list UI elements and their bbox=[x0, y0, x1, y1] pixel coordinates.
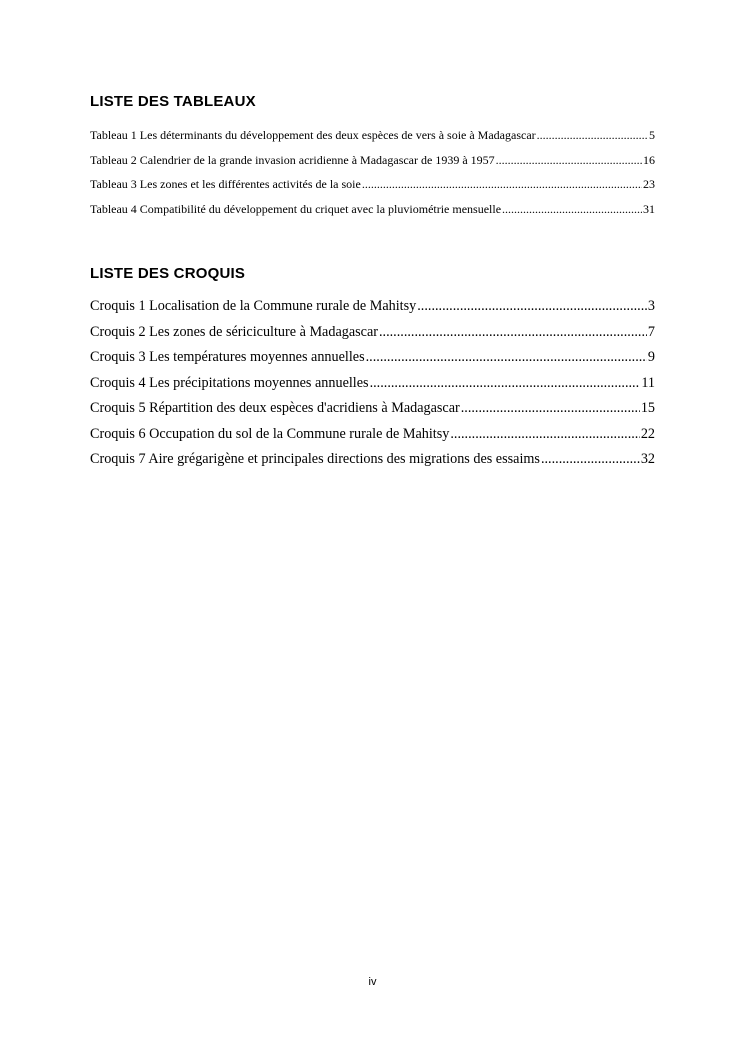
dot-leader bbox=[461, 400, 640, 417]
entry-title: Croquis 5 Répartition des deux espèces d'acridiens à Madagascar bbox=[90, 400, 460, 416]
entry-title: Tableau 4 Compatibilité du développement du criquet avec la pluviométrie mensuelle bbox=[90, 201, 502, 216]
dot-leader bbox=[450, 426, 639, 443]
entry-page-number: 16 bbox=[643, 152, 655, 167]
map-entry[interactable] bbox=[90, 298, 655, 324]
entry-title: Tableau 1 Les déterminants du développement des deux espèces de vers à soie à Madagascar bbox=[90, 128, 536, 142]
dot-leader bbox=[366, 349, 647, 366]
dot-leader bbox=[362, 177, 642, 192]
list-of-maps bbox=[90, 298, 655, 477]
list-of-maps-heading: LISTE DES CROQUIS bbox=[90, 265, 246, 282]
dot-leader bbox=[537, 128, 648, 143]
list-of-tables bbox=[90, 128, 655, 226]
entry-title: Croquis 3 Les températures moyennes annuelles bbox=[90, 349, 365, 365]
entry-page-number: 22 bbox=[640, 425, 655, 442]
entry-page-number: 7 bbox=[647, 323, 655, 340]
entry-page-number: 11 bbox=[641, 374, 655, 391]
table-entry[interactable] bbox=[90, 128, 655, 153]
dot-leader bbox=[417, 298, 647, 315]
entry-title: Croquis 2 Les zones de sériciculture à Madagascar bbox=[90, 323, 378, 340]
page-number-footer: iv bbox=[368, 976, 377, 988]
map-entry[interactable] bbox=[90, 375, 655, 401]
map-entry[interactable] bbox=[90, 400, 655, 426]
table-entry[interactable] bbox=[90, 177, 655, 202]
entry-title: Croquis 7 Aire grégarigène et principales directions des migrations des essaims bbox=[90, 451, 540, 467]
dot-leader bbox=[541, 451, 640, 468]
entry-page-number: 31 bbox=[643, 201, 655, 216]
map-entry[interactable] bbox=[90, 349, 655, 375]
entry-title: Croquis 6 Occupation du sol de la Commune rurale de Mahitsy bbox=[90, 425, 450, 442]
map-entry[interactable] bbox=[90, 426, 655, 452]
map-entry[interactable] bbox=[90, 324, 655, 350]
entry-page-number: 32 bbox=[640, 451, 655, 467]
dot-leader bbox=[379, 324, 647, 341]
entry-page-number: 23 bbox=[643, 177, 655, 191]
dot-leader bbox=[370, 375, 641, 392]
entry-page-number: 15 bbox=[640, 400, 655, 416]
entry-page-number: 5 bbox=[649, 128, 655, 142]
dot-leader bbox=[496, 153, 642, 168]
entry-title: Tableau 3 Les zones et les différentes activités de la soie bbox=[90, 177, 361, 191]
list-of-tables-heading: LISTE DES TABLEAUX bbox=[90, 93, 256, 110]
entry-title: Tableau 2 Calendrier de la grande invasion acridienne à Madagascar de 1939 à 1957 bbox=[90, 152, 495, 167]
entry-page-number: 9 bbox=[647, 349, 655, 365]
entry-title: Croquis 4 Les précipitations moyennes annuelles bbox=[90, 374, 369, 391]
table-entry[interactable] bbox=[90, 202, 655, 227]
map-entry[interactable] bbox=[90, 451, 655, 477]
entry-title: Croquis 1 Localisation de la Commune rurale de Mahitsy bbox=[90, 298, 417, 314]
dot-leader bbox=[502, 202, 642, 217]
table-entry[interactable] bbox=[90, 153, 655, 178]
entry-page-number: 3 bbox=[647, 298, 655, 314]
